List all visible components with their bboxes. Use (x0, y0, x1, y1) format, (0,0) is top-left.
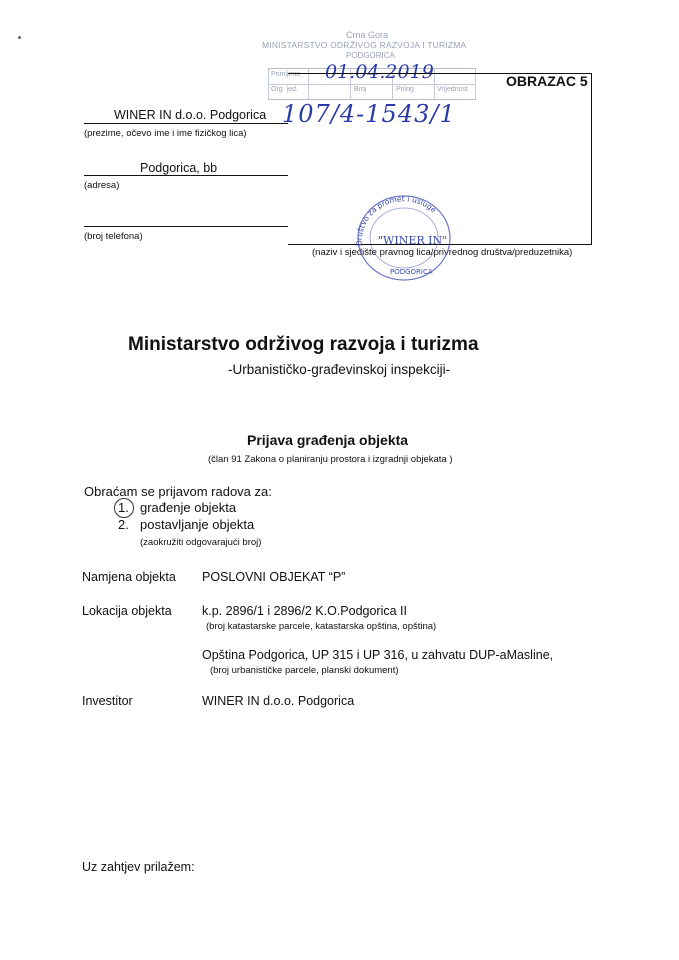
phone-underline (84, 226, 288, 227)
stamp-value-label: Vrijednost (437, 86, 468, 93)
purpose-value: POSLOVNI OBJEKAT “P” (202, 570, 346, 584)
purpose-label: Namjena objekta (82, 570, 176, 584)
sender-address: Podgorica, bb (140, 161, 218, 175)
option-2-label: postavljanje objekta (140, 517, 255, 532)
option-2-number: 2. (118, 517, 129, 532)
sender-name-caption: (prezime, očevo ime i ime fizičkog lica) (84, 128, 247, 139)
attachments-label: Uz zahtjev prilažem: (82, 860, 195, 874)
stamp-received-label: Primljeno (271, 71, 301, 78)
stamp-org-label: Org. jed. (271, 86, 298, 93)
seal-bottom-text: PODGORICA (390, 268, 433, 276)
stamp-country: Crna Gora (346, 30, 389, 40)
stamp-city: PODGORICA (346, 51, 395, 60)
plan-value: Opština Podgorica, UP 315 i UP 316, u zahvatu DUP-aMasline, (202, 648, 554, 662)
form-heading: Prijava građenja objekta (247, 432, 409, 448)
name-underline (84, 123, 288, 124)
stamp-attachment-label: Prilog (396, 86, 414, 93)
location-label: Lokacija objekta (82, 604, 172, 618)
handwritten-reference-number: 107/4-1543/1 (282, 100, 456, 128)
scan-speck (18, 36, 21, 39)
investor-label: Investitor (82, 694, 133, 708)
sender-address-caption: (adresa) (84, 180, 120, 191)
form-code: OBRAZAC 5 (506, 73, 588, 89)
authority-title: Ministarstvo održivog razvoja i turizma (128, 334, 479, 355)
location-caption: (broj katastarske parcele, katastarska opština, opština) (206, 621, 437, 632)
sender-name: WINER IN d.o.o. Podgorica (114, 108, 267, 122)
sender-phone-caption: (broj telefona) (84, 231, 143, 242)
address-underline (84, 175, 288, 176)
authority-subtitle: -Urbanističko-građevinskoj inspekciji- (228, 362, 451, 377)
plan-caption: (broj urbanističke parcele, planski dokument) (210, 665, 399, 676)
form-heading-legal-basis: (član 91 Zakona o planiranju prostora i izgradnji objekata ) (208, 454, 453, 465)
handwritten-date: 01.04.2019 (325, 61, 434, 83)
sender-box-caption: (naziv i sjedište pravnog lica/privrednog društva/preduzetnika) (312, 247, 573, 258)
seal-top-text: Društvo za promet i usluge (354, 194, 439, 247)
seal-center-text: "WINER IN" (378, 234, 448, 247)
request-intro: Obraćam se prijavom radova za: (84, 484, 272, 499)
investor-value: WINER IN d.o.o. Podgorica (202, 694, 355, 708)
stamp-number-label: Broj (354, 86, 367, 93)
stamp-ministry: MINISTARSTVO ODRŽIVOG RAZVOJA I TURIZMA (262, 40, 467, 50)
option-1-number: 1. (118, 500, 129, 515)
company-seal (348, 186, 456, 282)
location-value: k.p. 2896/1 i 2896/2 K.O.Podgorica II (202, 604, 407, 618)
option-hint: (zaokružiti odgovarajući broj) (140, 537, 262, 548)
option-1-label: građenje objekta (140, 500, 237, 515)
